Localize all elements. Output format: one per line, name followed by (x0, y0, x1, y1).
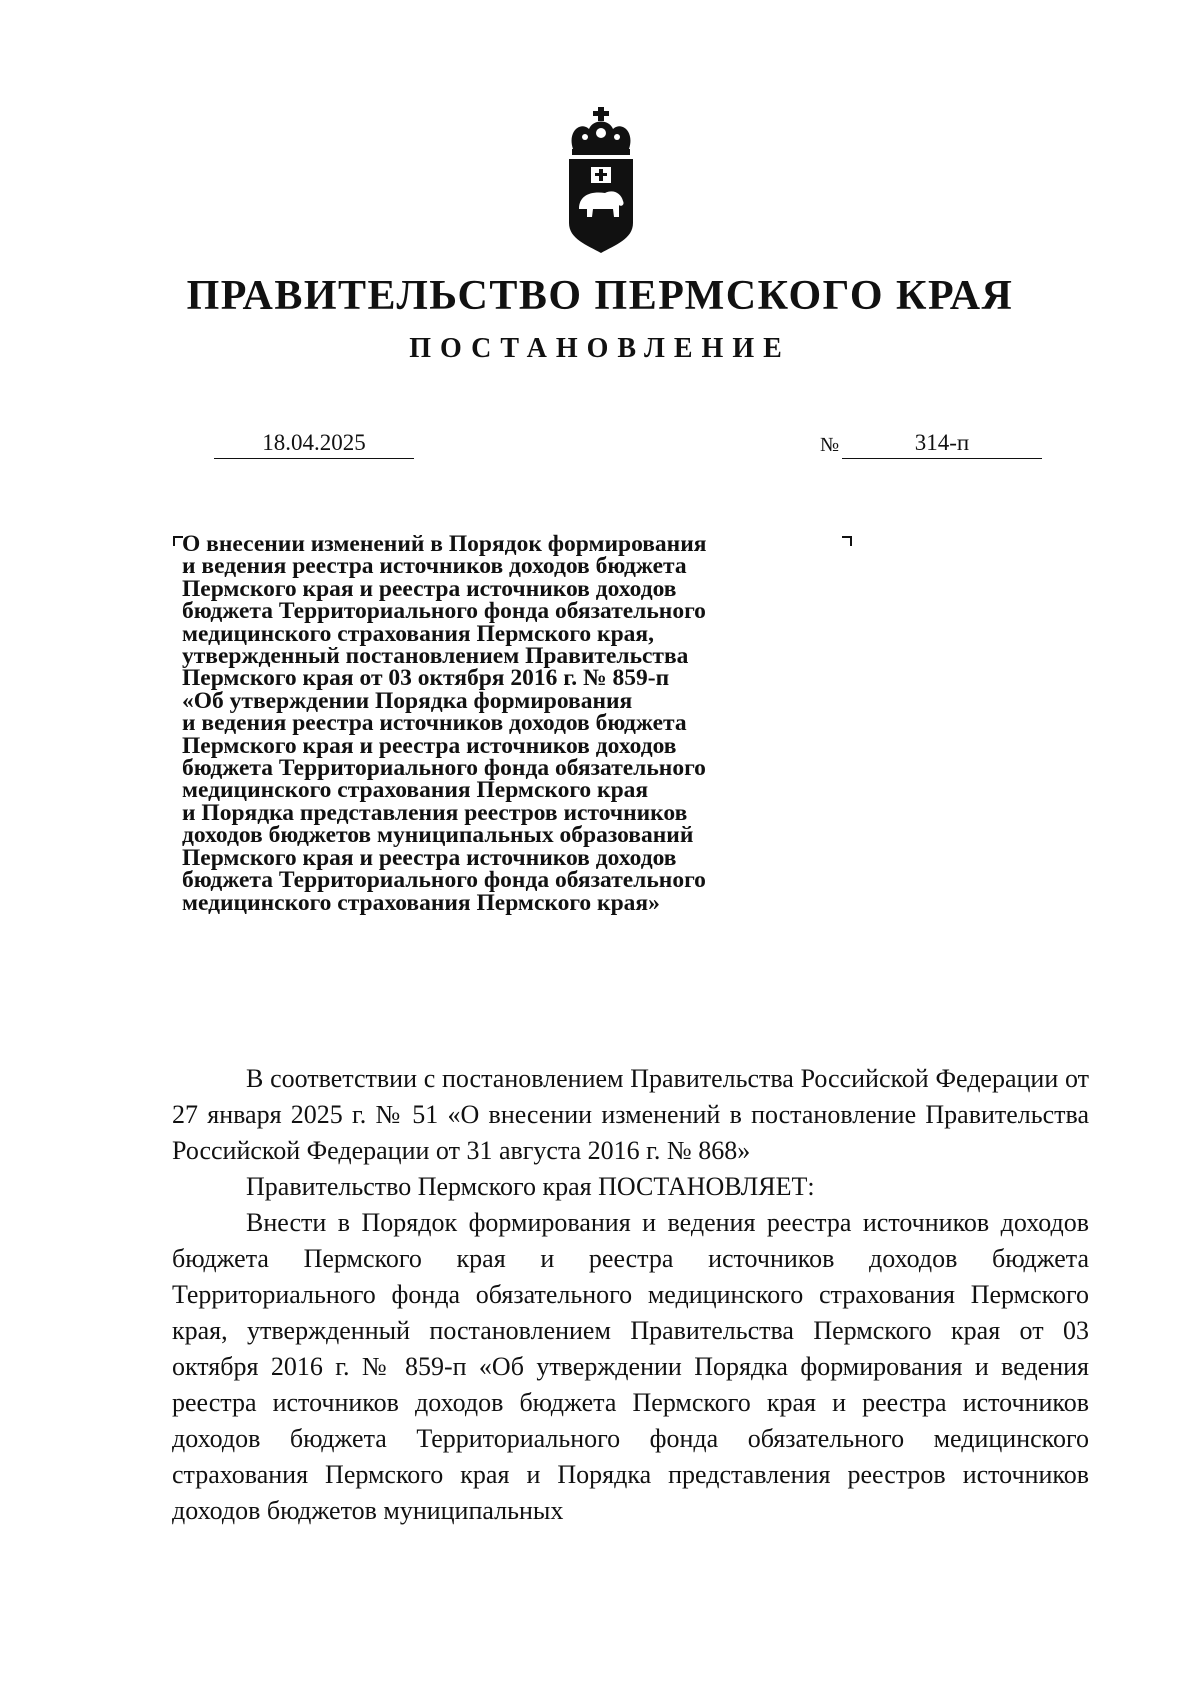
document-date: 18.04.2025 (214, 428, 414, 459)
subject-line: Пермского края от 03 октября 2016 г. № 859-п (182, 665, 670, 692)
document-number: 314-п (842, 428, 1042, 459)
subject-line: бюджета Территориального фонда обязательного (182, 755, 706, 782)
subject-line: и Порядка представления реестров источников (182, 799, 688, 826)
subject-line: и ведения реестра источников доходов бюджета (182, 553, 687, 580)
document-body (172, 1061, 1089, 1529)
number-sign: № (820, 434, 840, 456)
preamble-paragraph: В соответствии с постановлением Правительства Российской Федерации от 27 января 2025 г. № 51 «О внесении изменений в постановление Правительства Российской Федерации от 31 августа 2016 г. № 868» (172, 1064, 1089, 1165)
subject-line: бюджета Территориального фонда обязательного (182, 867, 706, 894)
subject-line: бюджета Территориального фонда обязательного (182, 598, 706, 625)
resolution-paragraph: Правительство Пермского края ПОСТАНОВЛЯЕТ: (246, 1172, 815, 1201)
subject-line: и ведения реестра источников доходов бюджета (182, 710, 687, 737)
subject-line: Пермского края и реестра источников доходов (182, 575, 677, 602)
subject-line: утвержденный постановлением Правительства (182, 643, 689, 670)
subject-line: О внесении изменений в Порядок формирования (182, 531, 707, 557)
subject-line: «Об утверждении Порядка формирования (182, 687, 633, 714)
subject-line: медицинского страхования Пермского края (182, 777, 649, 804)
amendment-paragraph: Внести в Порядок формирования и ведения реестра источников доходов бюджета Пермского края и реестра источников доходов бюджета Территориального фонда обязательного медицинского страхования Пермского края, утвержденный постановлением Правительства Пермского края от 03 октября 2016 г. № 859-п «Об утверждении Порядка формирования и ведения реестра источников доходов бюджета Пермского края и реестра источников доходов бюджета Территориального фонда обязательного медицинского страхования Пермского края и Порядка представления реестров источников доходов бюджетов муниципальных (172, 1208, 1089, 1525)
organization-title: ПРАВИТЕЛЬСТВО ПЕРМСКОГО КРАЯ (186, 273, 1014, 319)
coat-of-arms-icon (565, 105, 637, 255)
subject-corner-mark-left (173, 536, 183, 546)
subject-corner-mark-right (842, 536, 852, 546)
subject-line: Пермского края и реестра источников доходов (182, 732, 677, 759)
subject-line: медицинского страхования Пермского края» (182, 889, 660, 916)
subject-line: медицинского страхования Пермского края, (182, 620, 655, 647)
document-subject (182, 533, 842, 914)
subject-line: Пермского края и реестра источников доходов (182, 844, 677, 871)
subject-line: доходов бюджетов муниципальных образований (182, 822, 694, 849)
document-type-heading: ПОСТАНОВЛЕНИЕ (409, 333, 791, 364)
